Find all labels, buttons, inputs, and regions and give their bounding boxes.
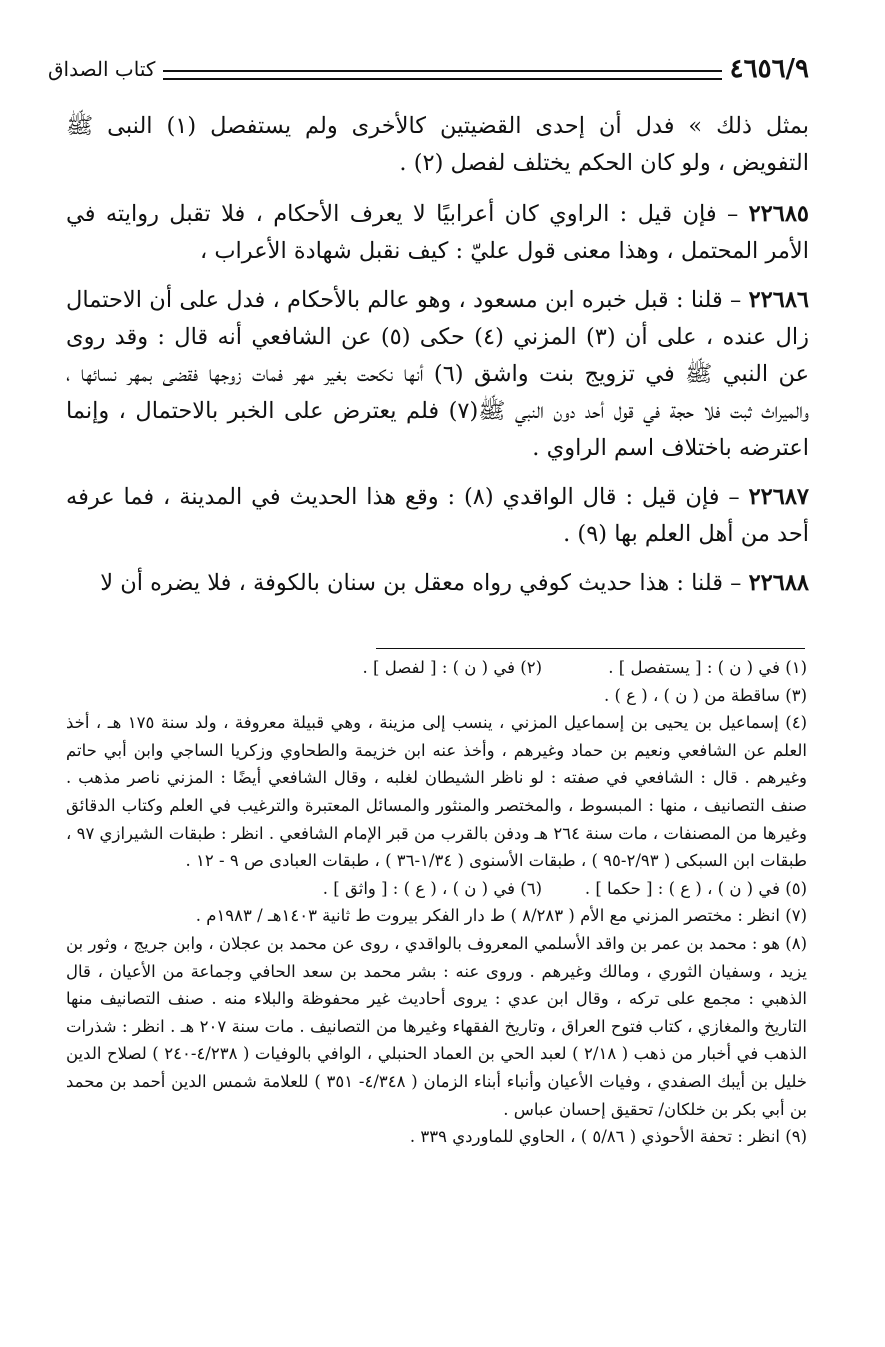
paragraph-22688 bbox=[66, 565, 809, 602]
book-title: كتاب الصداق bbox=[48, 57, 156, 81]
paragraph-text: بمثل ذلك » فدل أن إحدى القضيتين كالأخرى ولم يستفصل (١) النبى ﷺ التفويض ، ولو كان الحكم يختلف لفصل (٢) . bbox=[66, 113, 809, 176]
paragraph-number: ٢٢٦٨٥ bbox=[748, 201, 809, 227]
paragraph-text: – فإن قيل : الراوي كان أعرابيًا لا يعرف الأحكام ، فلا تقبل روايته في الأمر المحتمل ، وهذا معنى قول عليّ : كيف نقبل شهادة الأعراب ، bbox=[66, 201, 809, 264]
footnote-row bbox=[66, 875, 807, 903]
paragraph-22685 bbox=[66, 196, 809, 270]
main-text bbox=[66, 108, 809, 614]
paragraph-text: – قلنا : قبل خبره ابن مسعود ، وهو عالم بالأحكام ، فدل على أن الاحتمال زال عنده ، على أن (٣) المزني (٤) حكى (٥) عن الشافعي أنه قال : وقد روى عن النبي ﷺ في تزويج بنت واشق (٦) أنها نكحت بغير مهر فمات زوجها فقضى بمهر نسائها ، والميراث ثبت فلا حجة في قول أحد دون النبي ﷺ(٧) فلم يعترض على الخبر بالاحتمال ، وإنما اعترضه باختلاف اسم الراوي . bbox=[66, 287, 810, 461]
paragraph-number: ٢٢٦٨٨ bbox=[748, 570, 809, 596]
page-number: ٤٦٥٦/٩ bbox=[729, 54, 809, 84]
footnotes bbox=[66, 654, 807, 1151]
footnote-2: (٢) في ( ن ) : [ لفصل ] . bbox=[362, 658, 542, 677]
footnote-separator bbox=[376, 648, 805, 649]
paragraph-continuation bbox=[66, 108, 809, 182]
footnote-row bbox=[66, 654, 807, 682]
footnote-7: (٧) انظر : مختصر المزني مع الأم ( ٨/٢٨٣ ) ط دار الفكر بيروت ط ثانية ١٤٠٣هـ / ١٩٨٣م . bbox=[195, 906, 807, 926]
footnote-4: (٤) إسماعيل بن يحيى بن إسماعيل المزني ، ينسب إلى مزينة ، وهي قبيلة معروفة ، ولد سنة ١٧٥ هـ ، أخذ العلم عن الشافعي ونعيم بن حماد وغيرهم ، وأخذ عنه ابن خزيمة والطحاوي وزكريا الساجي وابن أبي حاتم وغيرهم . قال : الشافعي في صفته : لو ناظر الشيطان لغلبه ، وقال الشافعي أيضًا : المزني ناصر مذهب . صنف التصانيف ، منها : المبسوط ، والمختصر والمنثور والمسائل المعتبرة والترغيب في العلم وكتاب الدقائق وغيرها من المصنفات ، مات سنة ٢٦٤ هـ ودفن بالقرب من قبر الإمام الشافعي . انظر : طبقات الشيرازي ٩٧ ، طبقات ابن السبكى ( ٢/٩٣-٩٥ ) ، طبقات الأسنوى ( ١/٣٤-٣٦ ) ، طبقات العبادى ص ٩ - ١٢ . bbox=[66, 713, 807, 871]
footnote-5: (٥) في ( ن ) ، ( ع ) : [ حكما ] . bbox=[584, 878, 807, 898]
footnote-9: (٩) انظر : تحفة الأحوذي ( ٥/٨٦ ) ، الحاوي للماوردي ٣٣٩ . bbox=[409, 1127, 807, 1147]
footnote-8: (٨) هو : محمد بن عمر بن واقد الأسلمي المعروف بالواقدي ، روى عن محمد بن عجلان ، وابن جريج ، وثور بن يزيد ، وسفيان الثوري ، ومالك وغيرهم . وروى عنه : بشر محمد بن سعد الحافي وجماعة من الأعيان ، قال الذهبي : مجمع على تركه ، وقال ابن عدي : يروى أحاديث غير محفوظة والبلاء منه . صنف التصانيف منها التاريخ والمغازي ، كتاب فتوح العراق ، وتاريخ الفقهاء وغيرها من التصانيف . مات سنة ٢٠٧ هـ . انظر : شذرات الذهب في أخبار من ذهب ( ٢/١٨ ) لعبد الحي بن العماد الحنبلي ، الوافي بالوفيات ( ٤/٢٣٨-٢٤٠ ) لصلاح الدين خليل بن أيبك الصفدي ، وفيات الأعيان وأنباء أبناء الزمان ( ٤/٣٤٨- ٣٥١ ) للعلامة شمس الدين أحمد بن محمد بن أبي بكر بن خلكان/ تحقيق إحسان عباس . bbox=[66, 933, 807, 1119]
footnote-1: (١) في ( ن ) : [ يستفصل ] . bbox=[608, 658, 807, 677]
paragraph-22687 bbox=[66, 479, 809, 553]
paragraph-text: – قلنا : هذا حديث كوفي رواه معقل بن سنان بالكوفة ، فلا يضره أن لا bbox=[100, 570, 749, 596]
page-header bbox=[48, 52, 809, 86]
paragraph-text: – فإن قيل : قال الواقدي (٨) : وقع هذا الحديث في المدينة ، فما عرفه أحد من أهل العلم بها (٩) . bbox=[66, 484, 809, 547]
header-rule bbox=[163, 70, 721, 80]
paragraph-22686 bbox=[66, 282, 809, 467]
paragraph-number: ٢٢٦٨٧ bbox=[748, 484, 809, 510]
paragraph-number: ٢٢٦٨٦ bbox=[748, 287, 809, 313]
footnote-6: (٦) في ( ن ) ، ( ع ) : [ واثق ] . bbox=[322, 878, 542, 898]
footnote-3: (٣) ساقطة من ( ن ) ، ( ع ) . bbox=[604, 685, 807, 705]
